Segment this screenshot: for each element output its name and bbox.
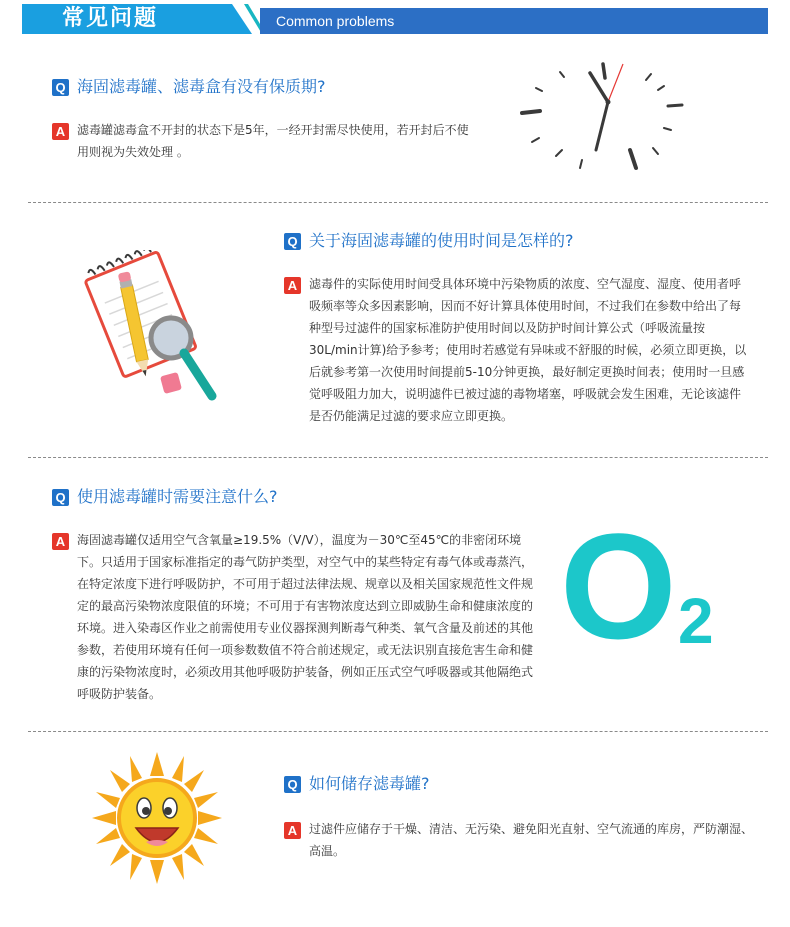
wall-clock-icon: [518, 58, 698, 182]
question-badge: Q: [284, 233, 301, 250]
question-text: 使用滤毒罐时需要注意什么?: [77, 487, 278, 506]
question-text: 如何储存滤毒罐?: [309, 774, 430, 793]
o2-letter: O: [560, 502, 677, 670]
notebook-pencil-magnifier-icon: [82, 250, 242, 410]
answer-text: 滤毒件的实际使用时间受具体环境中污染物质的浓度、空气湿度、湿度、使用者呼吸频率等众多因素影响，因而不好计算具体使用时间，不过我们在参数中给出了每种型号过滤件的国家标准防护使用时间以及防护时间计算公式（呼吸流量按30L/min计算)给予参考；使用时若感觉有异味或不舒服的时候，必须立即更换，以后就参考第一次使用时间提前5-10分钟更换，最好制定更换时间表；使用时一旦感觉呼吸阻力加大，说明滤件已被过滤的毒物堵塞，呼吸就会发生困难，无论该滤件是否仍能满足过滤的要求应立即更换。: [309, 277, 747, 423]
o2-symbol: [560, 502, 730, 670]
answer-text: 海固滤毒罐仅适用空气含氧量≥19.5%（V/V），温度为－30℃至45℃的非密闭环境下。只适用于国家标准指定的毒气防护类型，对空气中的某些特定有毒气体或毒蒸汽，在特定浓度下进行呼吸防护，不可用于超过法律法规、规章以及相关国家规范性文件规定的最高污染物浓度限值的环境；不可用于有害物浓度达到立即威胁生命和健康浓度的环境。进入染毒区作业之前需使用专业仪器探测判断毒气种类、氧气含量及前述的其他参数，若使用环境有任何一项参数数值不符合前述规定，或无法识别直接危害生命和健康的污染物浓度时，必须改用其他呼吸防护装备，例如正压式空气呼吸器或其他隔绝式呼吸防护装备。: [77, 533, 534, 701]
question-badge: Q: [52, 79, 69, 96]
o2-subscript: 2: [678, 585, 714, 657]
smiling-sun-icon: [92, 752, 222, 884]
section-divider: [28, 457, 768, 458]
question-badge: Q: [52, 489, 69, 506]
answer-text: 滤毒罐滤毒盒不开封的状态下是5年，一经开封需尽快使用，若开封后不使用则视为失效处理 。: [77, 123, 469, 159]
question-text: 关于海固滤毒罐的使用时间是怎样的?: [309, 231, 574, 250]
answer-badge: A: [284, 822, 301, 839]
page-title: 常见问题: [62, 6, 159, 31]
section-divider: [28, 731, 768, 732]
section-header: [22, 4, 768, 34]
page-subtitle: Common problems: [276, 13, 395, 29]
question-text: 海固滤毒罐、滤毒盒有没有保质期?: [77, 77, 326, 96]
answer-badge: A: [52, 123, 69, 140]
question-badge: Q: [284, 776, 301, 793]
answer-badge: A: [284, 277, 301, 294]
answer-badge: A: [52, 533, 69, 550]
section-divider: [28, 202, 768, 203]
answer-text: 过滤件应储存于干燥、清洁、无污染、避免阳光直射、空气流通的库房，严防潮湿、高温。: [309, 822, 754, 858]
